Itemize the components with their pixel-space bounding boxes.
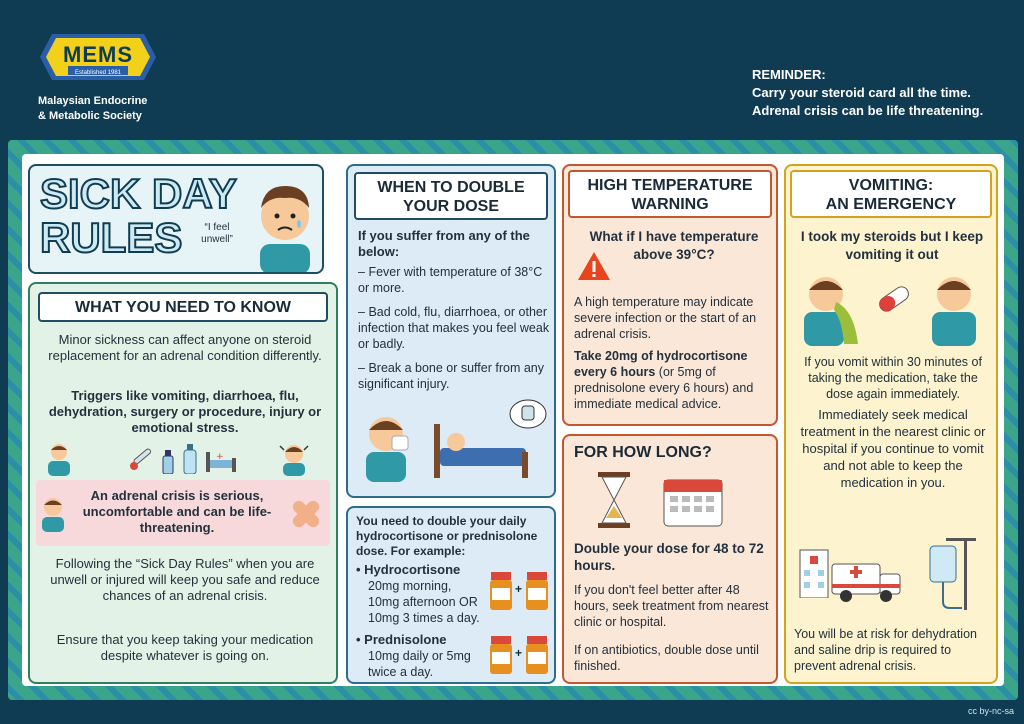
- double-item-3: – Break a bone or suffer from any significant injury.: [358, 361, 544, 391]
- reminder-line-2: Adrenal crisis can be life threatening.: [752, 103, 984, 118]
- double-title: [356, 178, 546, 216]
- pill-bottle-icon: [488, 634, 514, 674]
- mems-logo: [38, 30, 158, 84]
- drug-1-name: • Hydrocortisone: [356, 562, 461, 577]
- know-paragraph-4: Ensure that you keep taking your medication despite whatever is going on.: [56, 632, 314, 663]
- sick-day-title: [40, 172, 237, 260]
- double-item-1-text: Fever with temperature of 38°C or more.: [358, 265, 543, 295]
- thermometer-icon: [128, 444, 154, 474]
- child-taking-pill-icon: [922, 270, 986, 346]
- pill-bottle-icon: [488, 570, 514, 610]
- vomit-title-line-1: VOMITING:: [848, 177, 934, 194]
- know-panel: [28, 282, 338, 684]
- plus-icon: +: [515, 582, 523, 596]
- ambulance-icon: [830, 558, 904, 604]
- dose-example-panel: [346, 506, 556, 684]
- warning-icon: [576, 250, 612, 282]
- drug-2-name: • Prednisolone: [356, 632, 447, 647]
- temp-title-box: [568, 170, 772, 218]
- calendar-icon: [662, 474, 724, 528]
- temp-paragraph-2-bold: Take 20mg of hydrocortisone every 6 hours: [574, 349, 748, 379]
- reminder-title: REMINDER:: [752, 67, 826, 82]
- logo-text: MEMS: [63, 42, 133, 67]
- vomit-paragraph-3: You will be at risk for dehydration and saline drip is required to prevent adrenal crisis.: [794, 627, 977, 673]
- vomit-quote: I took my steroids but I keep vomiting it out: [800, 229, 984, 262]
- vomiting-child-icon: [796, 270, 866, 346]
- temperature-panel: [562, 164, 778, 426]
- double-item-3-text: Break a bone or suffer from any significant injury.: [358, 361, 544, 391]
- temp-title-line-2: WARNING: [631, 196, 709, 213]
- vomiting-panel: [784, 164, 998, 684]
- how-long-paragraph-1: Double your dose for 48 to 72 hours.: [574, 541, 764, 573]
- double-item-1: – Fever with temperature of 38°C or more.: [358, 265, 543, 295]
- double-title-line-1: WHEN TO DOUBLE: [377, 179, 525, 196]
- temp-paragraph-2-rest: (or 5mg of prednisolone every 6 hours) and immediate medical advice.: [574, 365, 754, 411]
- svg-text:+: +: [216, 452, 224, 462]
- double-intro: If you suffer from any of the below:: [358, 228, 530, 259]
- how-long-paragraph-2: If you don't feel better after 48 hours, seek treatment from nearest clinic or hospital.: [574, 583, 769, 629]
- hydrocortisone-bottles: [488, 570, 552, 618]
- drug-2-dose: 10mg daily or 5mg twice a day.: [368, 649, 471, 679]
- drug-1-label: Hydrocortisone: [364, 562, 461, 577]
- speech-bubble: [188, 222, 246, 246]
- vomit-paragraph-1: If you vomit within 30 minutes of taking the medication, take the dose again immediately.: [804, 355, 982, 401]
- temp-title: [570, 176, 770, 214]
- adrenal-alert-text: An adrenal crisis is serious, uncomfortable and can be life-threatening.: [82, 488, 272, 535]
- header-bar: [0, 0, 1024, 138]
- sick-day-line-2: RULES: [40, 214, 183, 261]
- pill-bottle-icon: [524, 570, 550, 610]
- double-title-box: [354, 172, 548, 220]
- sick-day-title-panel: [28, 164, 324, 274]
- iv-drip-icon: [926, 536, 990, 610]
- drug-1-dose: 20mg morning, 10mg afternoon OR 10mg 3 times a day.: [368, 579, 480, 625]
- vomit-title: [792, 176, 990, 214]
- sick-day-line-1: SICK DAY: [40, 170, 237, 217]
- child-icon: [38, 496, 68, 532]
- speech-text: “I feel unwell”: [201, 222, 233, 245]
- pill-capsule-icon: [874, 284, 914, 314]
- prednisolone-bottles: [488, 634, 552, 678]
- know-paragraph-3-text: Following the “Sick Day Rules” when you are unwell or injured will keep you safe and reduce chances of an adrenal crisis.: [50, 556, 320, 603]
- temp-question: What if I have temperature above 39°C?: [589, 229, 759, 262]
- society-line-2: & Metabolic Society: [38, 110, 142, 122]
- know-title: WHAT YOU NEED TO KNOW: [75, 299, 291, 316]
- infographic-content: [22, 154, 1004, 686]
- double-item-2: – Bad cold, flu, diarrhoea, or other infection that makes you feel weak or badly.: [358, 305, 550, 351]
- know-paragraph-3: [44, 556, 326, 604]
- vomiting-child-icon: [44, 442, 74, 476]
- sad-boy-icon: [252, 178, 318, 274]
- hourglass-icon: [596, 470, 632, 530]
- plus-icon: +: [515, 646, 523, 660]
- sneezing-child-icon: [358, 410, 418, 482]
- double-item-2-text: Bad cold, flu, diarrhoea, or other infection that makes you feel weak or badly.: [358, 305, 550, 351]
- double-dose-panel: [346, 164, 556, 498]
- adrenal-alert-box: [36, 480, 330, 546]
- temp-title-line-1: HIGH TEMPERATURE: [587, 177, 753, 194]
- society-line-1: Malaysian Endocrine: [38, 95, 148, 107]
- know-paragraph-2: Triggers like vomiting, diarrhoea, flu, dehydration, surgery or procedure, injury or emotional stress.: [48, 388, 322, 435]
- triggers-icon-row: [44, 442, 324, 476]
- water-bottle-icon: [182, 442, 198, 474]
- temp-paragraph-1: A high temperature may indicate severe infection or the start of an adrenal crisis.: [574, 295, 757, 341]
- reminder-line-1: Carry your steroid card all the time.: [752, 85, 971, 100]
- how-long-title: FOR HOW LONG?: [574, 444, 712, 461]
- hospital-icon: [796, 542, 832, 598]
- reminder-text: [752, 66, 983, 120]
- vomit-title-line-2: AN EMERGENCY: [825, 196, 957, 213]
- stressed-child-icon: [278, 442, 310, 476]
- vomit-paragraph-2: Immediately seek medical treatment in the nearest clinic or hospital if you continue to vomit and not able to keep the medication in you.: [800, 407, 986, 490]
- society-name: [38, 94, 147, 124]
- hospital-bed-icon: [204, 450, 238, 474]
- medicine-bottle-icon: [160, 448, 176, 474]
- vomit-title-box: [790, 170, 992, 218]
- pill-bottle-icon: [524, 634, 550, 674]
- double-title-line-2: YOUR DOSE: [402, 198, 499, 215]
- know-title-box: [38, 292, 328, 322]
- toilet-icon: [508, 398, 548, 430]
- drug-2-label: Prednisolone: [364, 632, 447, 647]
- know-paragraph-1: Minor sickness can affect anyone on steroid replacement for an adrenal condition differently.: [48, 332, 322, 363]
- how-long-paragraph-3: If on antibiotics, double dose until finished.: [574, 643, 759, 673]
- double-need-text: You need to double your daily hydrocortisone or prednisolone dose. For example:: [356, 514, 538, 558]
- bandage-icon: [286, 494, 326, 534]
- temp-paragraph-2: [574, 348, 774, 412]
- how-long-panel: [562, 434, 778, 684]
- infographic-board: [8, 140, 1018, 700]
- logo-established: Established 1981: [74, 70, 122, 76]
- license-badge: cc by-nc-sa: [967, 706, 1014, 716]
